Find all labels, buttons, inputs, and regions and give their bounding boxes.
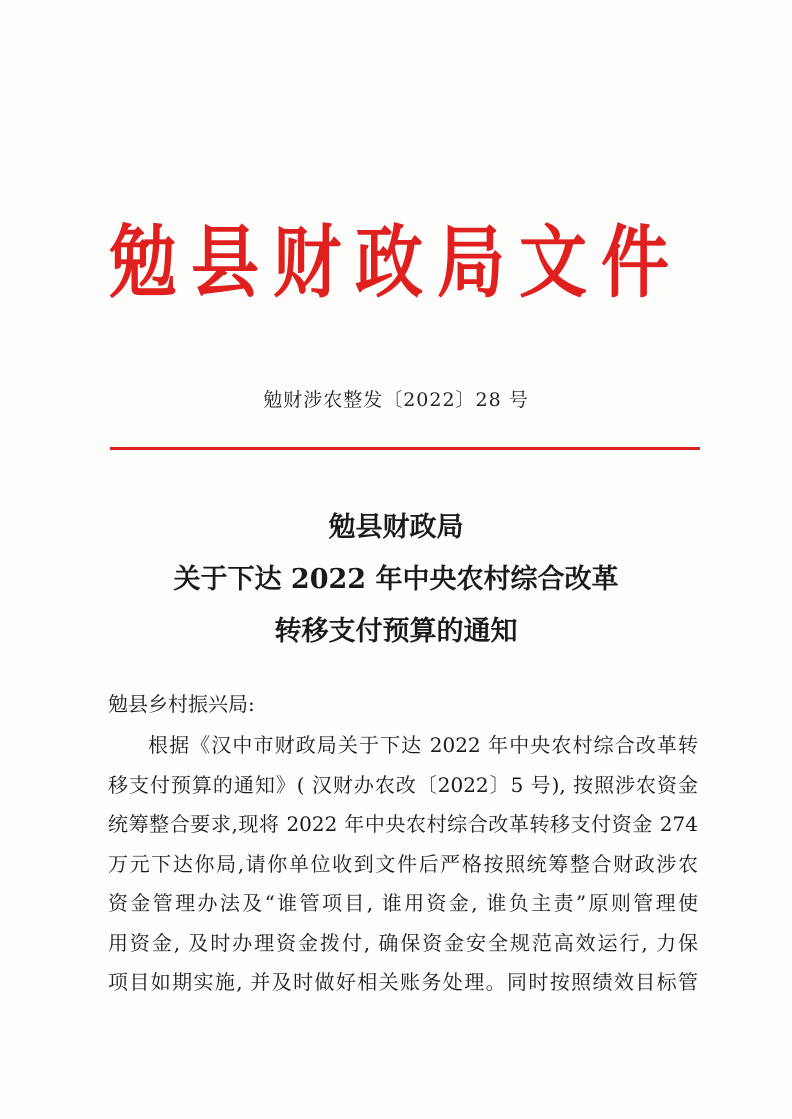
document-title: [0, 502, 792, 658]
body-line: 根据《汉中市财政局关于下达 2022 年中央农村综合改革转: [148, 733, 698, 757]
body-line: 用资金, 及时办理资金拨付, 确保资金安全规范高效运行, 力保: [108, 930, 698, 955]
body-line: 统筹整合要求,现将 2022 年中央农村综合改革转移支付资金 274: [108, 812, 698, 836]
recipient-line: 勉县乡村振兴局:: [108, 692, 255, 716]
title-line-2: 关于下达 2022 年中央农村综合改革: [173, 564, 619, 595]
body-line: 万元下达你局,请你单位收到文件后严格按照统筹整合财政涉农: [108, 851, 698, 876]
title-line-3: 转移支付预算的通知: [274, 616, 518, 647]
title-line-1: 勉县财政局: [328, 512, 464, 543]
document-number: 勉财涉农整发〔2022〕28 号: [263, 389, 529, 411]
body-line: 资金管理办法及“谁管项目, 谁用资金, 谁负主责”原则管理使: [108, 891, 698, 915]
body-line: 项目如期实施, 并及时做好相关账务处理。同时按照绩效目标管: [108, 970, 698, 994]
body-line: 移支付预算的通知》( 汉财办农改〔2022〕5 号), 按照涉农资金: [108, 772, 698, 797]
masthead-title: 勉县财政局文件: [108, 217, 683, 309]
red-divider-line: [110, 447, 700, 450]
body-paragraph: [108, 726, 698, 1003]
